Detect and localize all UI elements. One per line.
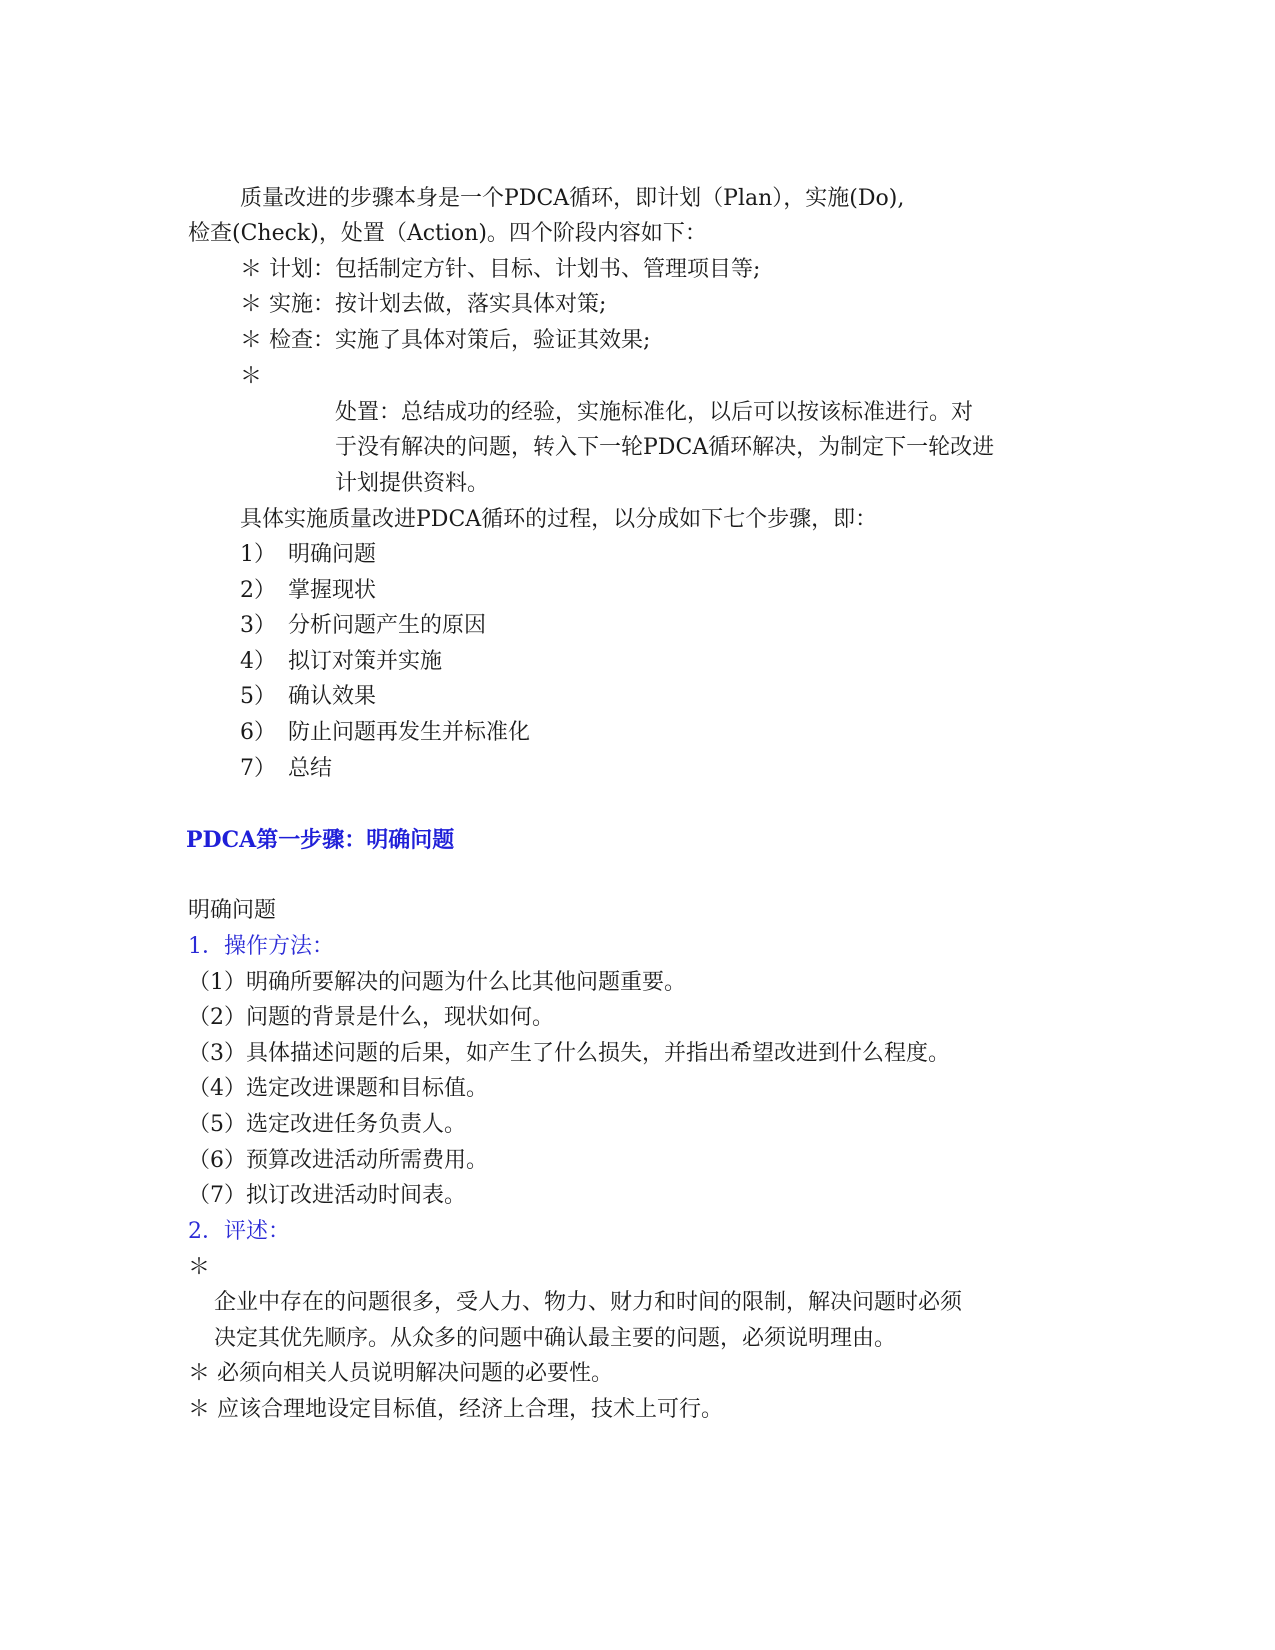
step-number: 4） <box>240 649 276 674</box>
comment-bullet-item: ＊ 必须向相关人员说明解决问题的必要性。 <box>188 1361 613 1386</box>
intro-line-2: 检查(Check)，处置（Action)。四个阶段内容如下： <box>188 221 707 246</box>
step-text: 确认效果 <box>288 684 377 709</box>
comment-line-1: 企业中存在的问题很多，受人力、物力、财力和时间的限制，解决问题时必须 <box>214 1290 963 1315</box>
method-item: （6）预算改进活动所需费用。 <box>188 1148 488 1173</box>
method-item: （3）具体描述问题的后果，如产生了什么损失，并指出希望改进到什么程度。 <box>188 1041 950 1066</box>
step-item <box>240 682 376 712</box>
phase-plan: ＊ 计划：包括制定方针、目标、计划书、管理项目等; <box>240 257 761 282</box>
step-item <box>240 754 332 784</box>
step-item <box>240 611 486 641</box>
comment-line-2: 决定其优先顺序。从众多的问题中确认最主要的问题，必须说明理由。 <box>214 1326 897 1351</box>
step-item <box>240 576 376 606</box>
phase-action-line-2: 于没有解决的问题，转入下一轮PDCA循环解决，为制定下一轮改进 <box>335 435 995 460</box>
step-number: 2） <box>240 578 276 603</box>
step-item <box>240 718 530 748</box>
subheading: 明确问题 <box>188 898 277 923</box>
method-item: （5）选定改进任务负责人。 <box>188 1112 466 1137</box>
method-item: （1）明确所要解决的问题为什么比其他问题重要。 <box>188 970 686 995</box>
step-text: 总结 <box>288 756 333 781</box>
comment-bullet-item: ＊ 应该合理地设定目标值，经济上合理，技术上可行。 <box>188 1397 723 1422</box>
step-number: 7） <box>240 756 276 781</box>
phase-check: ＊ 检查：实施了具体对策后，验证其效果; <box>240 328 651 353</box>
step-text: 掌握现状 <box>288 578 377 603</box>
comment-title: 2．评述： <box>188 1219 290 1244</box>
section-heading: PDCA第一步骤：明确问题 <box>186 827 455 853</box>
step-number: 1） <box>240 542 276 567</box>
step-item <box>240 647 442 677</box>
steps-intro: 具体实施质量改进PDCA循环的过程，以分成如下七个步骤，即： <box>240 507 878 532</box>
step-number: 3） <box>240 613 276 638</box>
phase-action-bullet: ＊ <box>240 364 263 389</box>
step-text: 拟订对策并实施 <box>288 649 443 674</box>
step-text: 分析问题产生的原因 <box>288 613 487 638</box>
intro-line-1: 质量改进的步骤本身是一个PDCA循环，即计划（Plan），实施(Do), <box>240 186 905 211</box>
phase-action-line-3: 计划提供资料。 <box>335 471 490 496</box>
step-number: 5） <box>240 684 276 709</box>
step-number: 6） <box>240 720 276 745</box>
step-text: 防止问题再发生并标准化 <box>288 720 531 745</box>
method-item: （7）拟订改进活动时间表。 <box>188 1183 466 1208</box>
step-item <box>240 540 376 570</box>
method-item: （2）问题的背景是什么，现状如何。 <box>188 1005 554 1030</box>
phase-do: ＊ 实施：按计划去做，落实具体对策; <box>240 292 607 317</box>
comment-bullet: ＊ <box>188 1255 211 1280</box>
method-title: 1．操作方法： <box>188 934 334 959</box>
phase-action-line-1: 处置：总结成功的经验，实施标准化，以后可以按该标准进行。对 <box>335 400 974 425</box>
step-text: 明确问题 <box>288 542 377 567</box>
method-item: （4）选定改进课题和目标值。 <box>188 1076 488 1101</box>
